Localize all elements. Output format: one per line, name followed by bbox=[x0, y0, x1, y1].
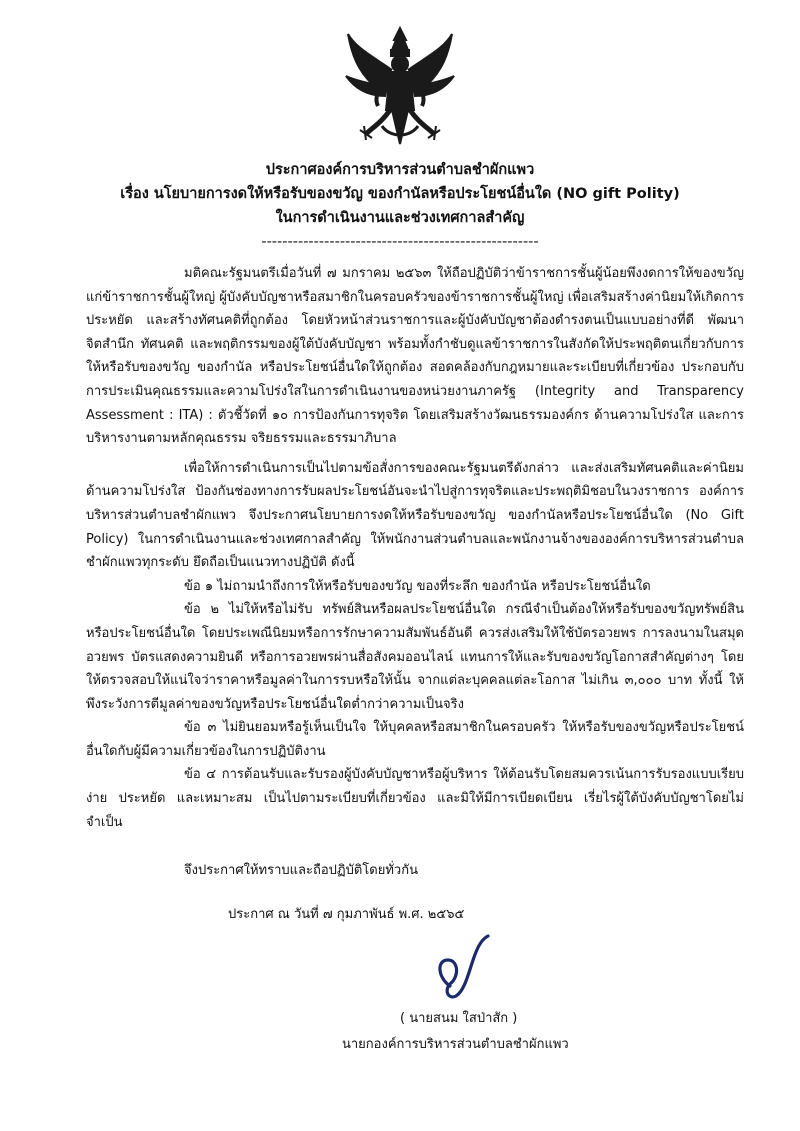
organization-title: ประกาศองค์การบริหารส่วนตำบลชำผักแพว bbox=[265, 162, 535, 178]
announcement-date: ประกาศ ณ วันที่ ๗ กุมภาพันธ์ พ.ศ. ๒๕๖๕ bbox=[228, 907, 465, 922]
signature-icon bbox=[420, 930, 520, 1010]
clause-3: ข้อ ๓ ไม่ยินยอมหรือรู้เห็นเป็นใจ ให้บุคคลหรือสมาชิกในครอบครัว ให้หรือรับของขวัญหรือประโยชน์อื่นใดกับผู้มีความเกี่ยวข้องในการปฏิบัติงาน bbox=[86, 720, 744, 759]
subject-subtitle: ในการดำเนินงานและช่วงเทศกาลสำคัญ bbox=[275, 210, 525, 226]
subject-title: เรื่อง นโยบายการงดให้หรือรับของขวัญ ของกำนัลหรือประโยชน์อื่นใด (NO gift Polity) bbox=[120, 186, 680, 202]
announcement-header bbox=[60, 158, 740, 254]
clause-4: ข้อ ๔ การต้อนรับและรับรองผู้บังคับบัญชาหรือผู้บริหาร ให้ต้อนรับโดยสมควรเน้นการรับรองแบบเรียบง่าย ประหยัด และเหมาะสม เป็นไปตามระเบียบที่เกี่ยวข้อง และมิให้มีการเบียดเบียน เรี่ยไรผู้ใต้บังคับบัญชาโดยไม่จำเป็น bbox=[86, 767, 744, 830]
clause-1: ข้อ ๑ ไม่ถามนำถึงการให้หรือรับของขวัญ ของที่ระลึก ของกำนัล หรือประโยชน์อื่นใด bbox=[184, 578, 651, 594]
paragraph-policy-statement: เพื่อให้การดำเนินการเป็นไปตามข้อสั่งการของคณะรัฐมนตรีดังกล่าว และส่งเสริมทัศนคติและค่านิยมด้านความโปร่งใส ป้องกันช่องทางการรับผลประโยชน์อันจะนำไปสู่การทุจริตและประพฤติมิชอบในวงราชการ องค์การบริหารส่วนตำบลชำผักแพว จึงประกาศนโยบายการงดให้หรือรับของขวัญ ของกำนัลหรือประโยชน์อื่นใด (No Gift Policy) ในการดำเนินงานและช่วงเทศกาลสำคัญ ให้พนักงานส่วนตำบลและพนักงานจ้างขององค์การบริหารส่วนตำบลชำผักแพวทุกระดับ ยึดถือเป็นแนวทางปฏิบัติ ดังนี้ bbox=[86, 460, 744, 571]
announcement-body bbox=[86, 262, 744, 834]
clause-2: ข้อ ๒ ไม่ให้หรือไม่รับ ทรัพย์สินหรือผลประโยชน์อื่นใด กรณีจำเป็นต้องให้หรือรับของขวัญทรัพย์สิน หรือประโยชน์อื่นใด โดยประเพณีนิยมหรือการรักษาความสัมพันธ์อันดี ควรส่งเสริมให้ใช้บัตรอวยพร การลงนามในสมุดอวยพร บัตรแสดงความยินดี หรือการอวยพรผ่านสื่อสังคมออนไลน์ แทนการให้และรับของขวัญโอกาสสำคัญต่างๆ โดยให้ตรวจสอบให้แน่ใจว่าราคาหรือมูลค่าในการรบหรือให้นั้น จากแต่ละบุคคลแต่ละโอกาส ไม่เกิน ๓,๐๐๐ บาท ทั้งนี้ ให้พึงระวังการตีมูลค่าของขวัญหรือประโยชน์อื่นใดต่ำกว่าความเป็นจริง bbox=[86, 602, 744, 712]
signer-title: นายกองค์การบริหารส่วนตำบลชำผักแพว bbox=[342, 1037, 569, 1052]
closing-statement: จึงประกาศให้ทราบและถือปฏิบัติโดยทั่วกัน bbox=[184, 863, 418, 878]
title-divider: ----------------------------------------------------- bbox=[261, 234, 539, 250]
garuda-emblem-icon bbox=[342, 26, 458, 152]
signer-name: ( นายสนม ใสป่าสัก ) bbox=[400, 1011, 518, 1026]
paragraph-cabinet-resolution: มติคณะรัฐมนตรีเมื่อวันที่ ๗ มกราคม ๒๕๖๓ ให้ถือปฏิบัติว่าข้าราชการชั้นผู้น้อยพึงงดการให้ของขวัญแก่ข้าราชการชั้นผู้ใหญ่ ผู้บังคับบัญชาหรือสมาชิกในครอบครัวของข้าราชการชั้นผู้ใหญ่ เพื่อเสริมสร้างค่านิยมให้เกิดการประหยัด และสร้างทัศนคติที่ถูกต้อง โดยหัวหน้าส่วนราชการและผู้บังคับบัญชาต้องดำรงตนเป็นแบบอย่างที่ดี พัฒนาจิตสำนึก ทัศนคติ และพฤติกรรมของผู้ใต้บังคับบัญชา พร้อมทั้งกำชับดูแลข้าราชการในสังกัดให้ประพฤติตนเกี่ยวกับการให้หรือรับของขวัญ ของกำนัล หรือประโยชน์อื่นใดให้ถูกต้อง สอดคล้องกับกฎหมายและระเบียบที่เกี่ยวข้อง ประกอบกับการประเมินคุณธรรมและความโปร่งใสในการดำเนินงานของหน่วยงานภาครัฐ (Integrity and Transparency Assessment : ITA) : ตัวชี้วัดที่ ๑๐ การป้องกันการทุจริต โดยเสริมสร้างวัฒนธรรมองค์กร ด้านความโปร่งใส และการบริหารงานตามหลักคุณธรรม จริยธรรมและธรรมาภิบาล bbox=[86, 266, 744, 447]
